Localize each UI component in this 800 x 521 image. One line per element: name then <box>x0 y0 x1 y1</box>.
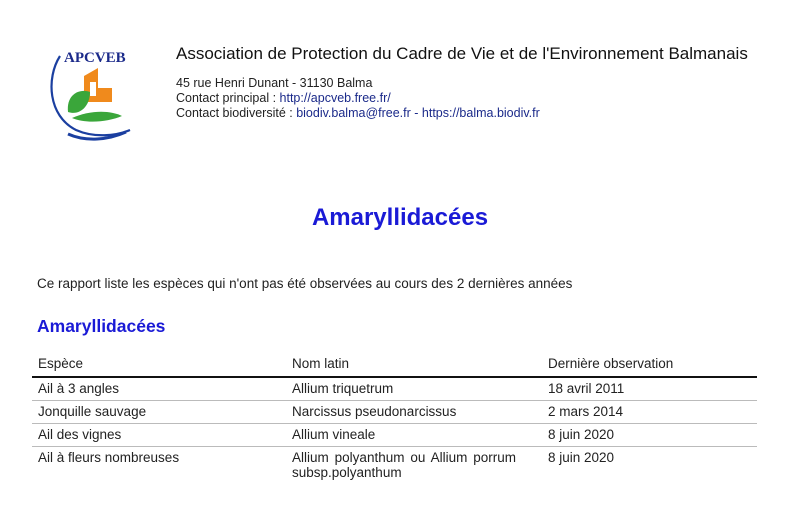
cell-derniere-observation: 18 avril 2011 <box>542 377 757 401</box>
address-line: 45 rue Henri Dunant - 31130 Balma <box>176 76 373 90</box>
contact-bio-separator: - <box>410 106 422 120</box>
contact-main-link[interactable]: http://apcveb.free.fr/ <box>279 91 391 105</box>
contact-bio-email[interactable]: biodiv.balma@free.fr <box>296 106 411 120</box>
section-title: Amaryllidacées <box>37 316 166 336</box>
cell-espece: Ail à 3 angles <box>32 377 286 401</box>
apcveb-logo <box>46 38 146 142</box>
header-espece: Espèce <box>32 352 286 377</box>
cell-derniere-observation: 8 juin 2020 <box>548 450 615 465</box>
cell-nom-latin: Narcissus pseudonarcissus <box>286 401 542 424</box>
logo-text: APCVEB <box>64 50 126 66</box>
cell-derniere-observation: 8 juin 2020 <box>542 424 757 447</box>
cell-derniere-observation: 2 mars 2014 <box>542 401 757 424</box>
cell-nom-latin: Allium triquetrum <box>286 377 542 401</box>
species-table <box>32 352 757 484</box>
contact-bio-link[interactable]: https://balma.biodiv.fr <box>421 106 540 120</box>
table-row <box>32 424 757 447</box>
cell-nom-latin: Allium polyanthum ou Allium porrum subsp.polyanthum <box>292 450 516 480</box>
table-row <box>32 401 757 424</box>
contact-bio-label: Contact biodiversité : <box>176 106 297 120</box>
cell-nom-latin: Allium vineale <box>286 424 542 447</box>
cell-espece: Ail à fleurs nombreuses <box>38 450 180 465</box>
cell-espece: Jonquille sauvage <box>32 401 286 424</box>
organization-name: Association de Protection du Cadre de Vie et de l'Environnement Balmanais <box>176 44 748 63</box>
letterhead <box>176 44 748 121</box>
header-nom-latin: Nom latin <box>286 352 542 377</box>
cell-espece: Ail des vignes <box>32 424 286 447</box>
contact-bio-line <box>176 106 748 121</box>
intro-text: Ce rapport liste les espèces qui n'ont pas été observées au cours des 2 dernières années <box>37 276 573 291</box>
contact-main-line <box>176 91 748 106</box>
document-title: Amaryllidacées <box>311 204 489 231</box>
header-derniere-observation: Dernière observation <box>542 352 757 377</box>
table-row <box>32 377 757 401</box>
table-row <box>32 447 757 485</box>
table-header-row <box>32 352 757 377</box>
contact-main-label: Contact principal : <box>176 91 280 105</box>
